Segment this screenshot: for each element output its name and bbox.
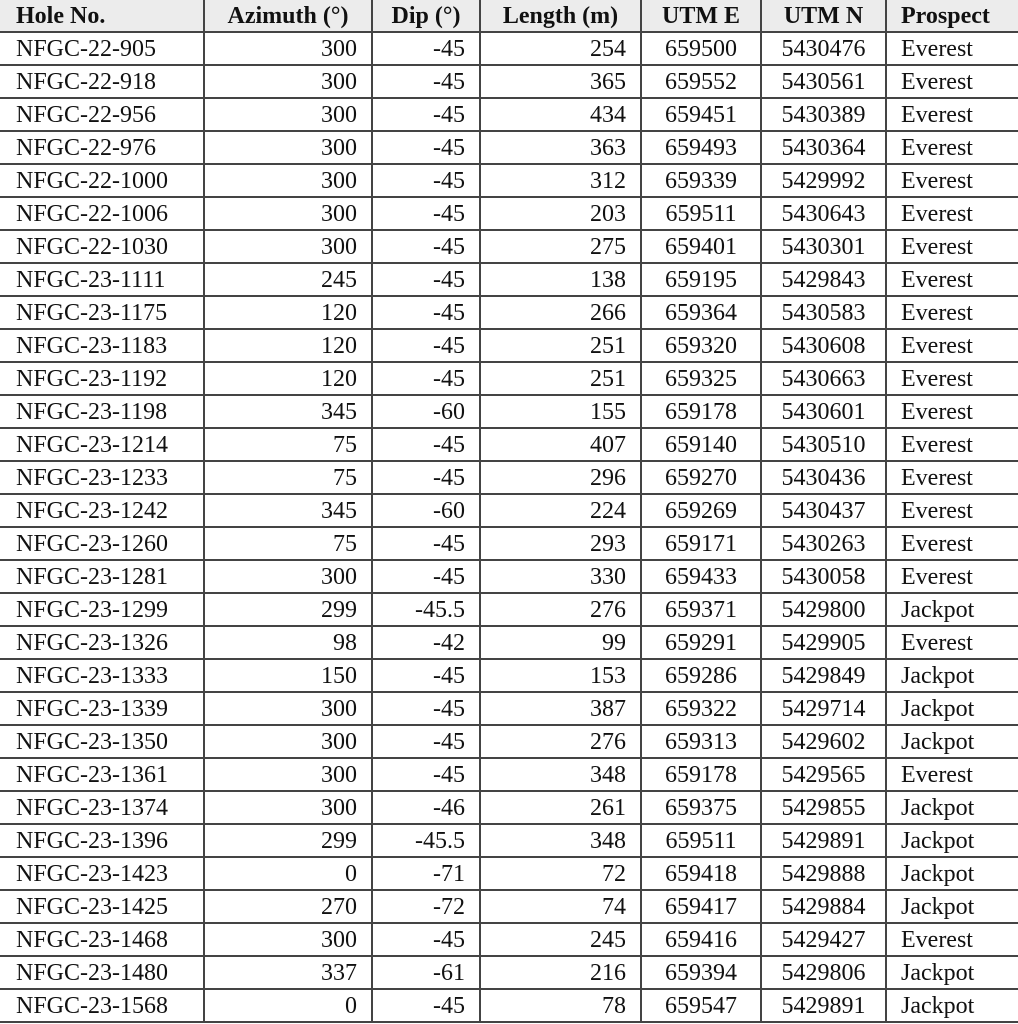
cell-length: 138 — [480, 263, 641, 296]
header-utm-n: UTM N — [761, 0, 886, 32]
cell-utm-n: 5430389 — [761, 98, 886, 131]
cell-prospect: Everest — [886, 197, 1018, 230]
cell-dip: -72 — [372, 890, 480, 923]
cell-prospect: Everest — [886, 923, 1018, 956]
cell-utm-n: 5429849 — [761, 659, 886, 692]
cell-length: 99 — [480, 626, 641, 659]
cell-utm-e: 659313 — [641, 725, 761, 758]
cell-azimuth: 345 — [204, 494, 372, 527]
cell-hole-no: NFGC-23-1299 — [0, 593, 204, 626]
cell-hole-no: NFGC-23-1425 — [0, 890, 204, 923]
table-row — [0, 494, 1018, 527]
cell-azimuth: 337 — [204, 956, 372, 989]
cell-dip: -45.5 — [372, 593, 480, 626]
cell-azimuth: 75 — [204, 527, 372, 560]
cell-dip: -45 — [372, 428, 480, 461]
cell-hole-no: NFGC-22-905 — [0, 32, 204, 65]
cell-utm-n: 5430663 — [761, 362, 886, 395]
cell-length: 153 — [480, 659, 641, 692]
header-prospect: Prospect — [886, 0, 1018, 32]
cell-length: 251 — [480, 362, 641, 395]
cell-azimuth: 300 — [204, 32, 372, 65]
cell-prospect: Everest — [886, 65, 1018, 98]
header-azimuth: Azimuth (°) — [204, 0, 372, 32]
cell-utm-e: 659140 — [641, 428, 761, 461]
cell-hole-no: NFGC-23-1350 — [0, 725, 204, 758]
cell-azimuth: 299 — [204, 593, 372, 626]
cell-utm-e: 659320 — [641, 329, 761, 362]
cell-azimuth: 300 — [204, 791, 372, 824]
table-row — [0, 857, 1018, 890]
cell-length: 387 — [480, 692, 641, 725]
header-hole-no: Hole No. — [0, 0, 204, 32]
cell-utm-e: 659322 — [641, 692, 761, 725]
table-row — [0, 593, 1018, 626]
cell-dip: -42 — [372, 626, 480, 659]
cell-hole-no: NFGC-22-918 — [0, 65, 204, 98]
cell-azimuth: 300 — [204, 230, 372, 263]
cell-hole-no: NFGC-23-1339 — [0, 692, 204, 725]
cell-dip: -61 — [372, 956, 480, 989]
table-row — [0, 32, 1018, 65]
cell-utm-n: 5430436 — [761, 461, 886, 494]
cell-azimuth: 300 — [204, 164, 372, 197]
cell-prospect: Jackpot — [886, 824, 1018, 857]
cell-utm-e: 659511 — [641, 824, 761, 857]
cell-dip: -45 — [372, 329, 480, 362]
header-dip: Dip (°) — [372, 0, 480, 32]
cell-dip: -45 — [372, 131, 480, 164]
cell-dip: -45 — [372, 659, 480, 692]
cell-utm-n: 5429992 — [761, 164, 886, 197]
cell-prospect: Everest — [886, 395, 1018, 428]
cell-prospect: Everest — [886, 296, 1018, 329]
cell-hole-no: NFGC-23-1183 — [0, 329, 204, 362]
cell-utm-n: 5430437 — [761, 494, 886, 527]
cell-prospect: Jackpot — [886, 857, 1018, 890]
cell-prospect: Everest — [886, 230, 1018, 263]
cell-azimuth: 299 — [204, 824, 372, 857]
cell-azimuth: 300 — [204, 197, 372, 230]
cell-utm-e: 659178 — [641, 395, 761, 428]
cell-prospect: Jackpot — [886, 956, 1018, 989]
table-row — [0, 362, 1018, 395]
cell-dip: -45 — [372, 923, 480, 956]
cell-hole-no: NFGC-22-1000 — [0, 164, 204, 197]
table-row — [0, 263, 1018, 296]
cell-azimuth: 300 — [204, 692, 372, 725]
cell-utm-e: 659401 — [641, 230, 761, 263]
cell-utm-n: 5430510 — [761, 428, 886, 461]
table-row — [0, 725, 1018, 758]
cell-length: 78 — [480, 989, 641, 1022]
cell-utm-e: 659291 — [641, 626, 761, 659]
cell-prospect: Everest — [886, 626, 1018, 659]
cell-length: 276 — [480, 725, 641, 758]
cell-azimuth: 300 — [204, 560, 372, 593]
cell-utm-n: 5429843 — [761, 263, 886, 296]
cell-length: 293 — [480, 527, 641, 560]
cell-azimuth: 345 — [204, 395, 372, 428]
cell-length: 275 — [480, 230, 641, 263]
table-row — [0, 461, 1018, 494]
cell-utm-e: 659394 — [641, 956, 761, 989]
cell-length: 348 — [480, 758, 641, 791]
cell-utm-n: 5429714 — [761, 692, 886, 725]
cell-length: 74 — [480, 890, 641, 923]
cell-azimuth: 300 — [204, 725, 372, 758]
cell-utm-e: 659195 — [641, 263, 761, 296]
cell-utm-n: 5430301 — [761, 230, 886, 263]
cell-hole-no: NFGC-23-1233 — [0, 461, 204, 494]
cell-utm-e: 659375 — [641, 791, 761, 824]
cell-prospect: Everest — [886, 329, 1018, 362]
cell-prospect: Jackpot — [886, 890, 1018, 923]
table-header — [0, 0, 1018, 32]
table-row — [0, 329, 1018, 362]
cell-azimuth: 150 — [204, 659, 372, 692]
cell-dip: -45 — [372, 296, 480, 329]
cell-utm-n: 5429602 — [761, 725, 886, 758]
cell-dip: -45 — [372, 32, 480, 65]
cell-dip: -45 — [372, 98, 480, 131]
cell-dip: -45.5 — [372, 824, 480, 857]
cell-prospect: Everest — [886, 494, 1018, 527]
table-row — [0, 296, 1018, 329]
cell-hole-no: NFGC-23-1333 — [0, 659, 204, 692]
table-row — [0, 626, 1018, 659]
cell-hole-no: NFGC-23-1242 — [0, 494, 204, 527]
cell-utm-e: 659417 — [641, 890, 761, 923]
cell-prospect: Everest — [886, 428, 1018, 461]
cell-dip: -45 — [372, 989, 480, 1022]
cell-utm-n: 5429806 — [761, 956, 886, 989]
cell-dip: -45 — [372, 692, 480, 725]
table-row — [0, 890, 1018, 923]
cell-hole-no: NFGC-22-976 — [0, 131, 204, 164]
table-row — [0, 428, 1018, 461]
table-row — [0, 560, 1018, 593]
table-row — [0, 395, 1018, 428]
cell-hole-no: NFGC-23-1260 — [0, 527, 204, 560]
cell-utm-n: 5430643 — [761, 197, 886, 230]
cell-utm-n: 5429855 — [761, 791, 886, 824]
table-row — [0, 824, 1018, 857]
cell-dip: -45 — [372, 263, 480, 296]
cell-dip: -60 — [372, 494, 480, 527]
cell-utm-e: 659493 — [641, 131, 761, 164]
cell-utm-e: 659364 — [641, 296, 761, 329]
cell-utm-n: 5429427 — [761, 923, 886, 956]
cell-prospect: Jackpot — [886, 725, 1018, 758]
cell-dip: -45 — [372, 65, 480, 98]
cell-length: 251 — [480, 329, 641, 362]
cell-utm-e: 659286 — [641, 659, 761, 692]
cell-utm-e: 659547 — [641, 989, 761, 1022]
cell-length: 434 — [480, 98, 641, 131]
table-body — [0, 32, 1018, 1022]
cell-utm-n: 5430058 — [761, 560, 886, 593]
cell-azimuth: 120 — [204, 362, 372, 395]
cell-hole-no: NFGC-22-956 — [0, 98, 204, 131]
cell-hole-no: NFGC-23-1374 — [0, 791, 204, 824]
cell-dip: -45 — [372, 461, 480, 494]
cell-length: 72 — [480, 857, 641, 890]
cell-azimuth: 98 — [204, 626, 372, 659]
table-row — [0, 692, 1018, 725]
cell-dip: -46 — [372, 791, 480, 824]
cell-utm-n: 5429888 — [761, 857, 886, 890]
table-row — [0, 527, 1018, 560]
cell-length: 407 — [480, 428, 641, 461]
cell-utm-n: 5430364 — [761, 131, 886, 164]
table-row — [0, 197, 1018, 230]
table-row — [0, 956, 1018, 989]
cell-prospect: Everest — [886, 164, 1018, 197]
cell-utm-e: 659500 — [641, 32, 761, 65]
cell-dip: -45 — [372, 758, 480, 791]
table-row — [0, 923, 1018, 956]
cell-hole-no: NFGC-23-1281 — [0, 560, 204, 593]
cell-prospect: Everest — [886, 527, 1018, 560]
cell-utm-n: 5429905 — [761, 626, 886, 659]
cell-dip: -45 — [372, 197, 480, 230]
cell-dip: -45 — [372, 230, 480, 263]
table-row — [0, 98, 1018, 131]
cell-utm-e: 659178 — [641, 758, 761, 791]
cell-utm-n: 5430476 — [761, 32, 886, 65]
cell-utm-e: 659269 — [641, 494, 761, 527]
cell-utm-n: 5429565 — [761, 758, 886, 791]
cell-length: 224 — [480, 494, 641, 527]
cell-utm-e: 659511 — [641, 197, 761, 230]
cell-utm-e: 659451 — [641, 98, 761, 131]
cell-hole-no: NFGC-23-1214 — [0, 428, 204, 461]
cell-length: 330 — [480, 560, 641, 593]
cell-utm-e: 659416 — [641, 923, 761, 956]
cell-hole-no: NFGC-23-1568 — [0, 989, 204, 1022]
cell-azimuth: 75 — [204, 428, 372, 461]
table-row — [0, 989, 1018, 1022]
cell-azimuth: 300 — [204, 758, 372, 791]
cell-dip: -45 — [372, 725, 480, 758]
table-row — [0, 131, 1018, 164]
cell-hole-no: NFGC-23-1361 — [0, 758, 204, 791]
cell-azimuth: 300 — [204, 923, 372, 956]
cell-length: 261 — [480, 791, 641, 824]
cell-utm-e: 659171 — [641, 527, 761, 560]
cell-utm-e: 659325 — [641, 362, 761, 395]
cell-utm-e: 659371 — [641, 593, 761, 626]
cell-prospect: Jackpot — [886, 791, 1018, 824]
cell-length: 203 — [480, 197, 641, 230]
cell-hole-no: NFGC-23-1111 — [0, 263, 204, 296]
cell-utm-n: 5429891 — [761, 824, 886, 857]
cell-utm-e: 659552 — [641, 65, 761, 98]
cell-hole-no: NFGC-23-1326 — [0, 626, 204, 659]
cell-prospect: Everest — [886, 98, 1018, 131]
cell-length: 155 — [480, 395, 641, 428]
cell-length: 363 — [480, 131, 641, 164]
cell-length: 348 — [480, 824, 641, 857]
cell-length: 245 — [480, 923, 641, 956]
cell-dip: -45 — [372, 362, 480, 395]
cell-length: 266 — [480, 296, 641, 329]
cell-prospect: Everest — [886, 560, 1018, 593]
cell-prospect: Jackpot — [886, 989, 1018, 1022]
cell-azimuth: 0 — [204, 989, 372, 1022]
cell-length: 216 — [480, 956, 641, 989]
cell-azimuth: 245 — [204, 263, 372, 296]
table-row — [0, 659, 1018, 692]
cell-azimuth: 300 — [204, 65, 372, 98]
cell-prospect: Everest — [886, 263, 1018, 296]
cell-hole-no: NFGC-23-1175 — [0, 296, 204, 329]
cell-prospect: Everest — [886, 32, 1018, 65]
cell-azimuth: 270 — [204, 890, 372, 923]
cell-length: 296 — [480, 461, 641, 494]
cell-length: 276 — [480, 593, 641, 626]
cell-utm-n: 5429800 — [761, 593, 886, 626]
cell-dip: -71 — [372, 857, 480, 890]
cell-hole-no: NFGC-23-1480 — [0, 956, 204, 989]
cell-hole-no: NFGC-23-1198 — [0, 395, 204, 428]
cell-prospect: Everest — [886, 131, 1018, 164]
cell-dip: -60 — [372, 395, 480, 428]
header-length: Length (m) — [480, 0, 641, 32]
header-utm-e: UTM E — [641, 0, 761, 32]
cell-dip: -45 — [372, 560, 480, 593]
table-row — [0, 65, 1018, 98]
cell-utm-e: 659270 — [641, 461, 761, 494]
cell-length: 254 — [480, 32, 641, 65]
cell-hole-no: NFGC-22-1006 — [0, 197, 204, 230]
cell-dip: -45 — [372, 164, 480, 197]
cell-azimuth: 120 — [204, 329, 372, 362]
table-row — [0, 230, 1018, 263]
cell-utm-n: 5430263 — [761, 527, 886, 560]
cell-prospect: Everest — [886, 758, 1018, 791]
cell-length: 312 — [480, 164, 641, 197]
cell-azimuth: 0 — [204, 857, 372, 890]
cell-hole-no: NFGC-23-1192 — [0, 362, 204, 395]
cell-utm-e: 659433 — [641, 560, 761, 593]
cell-utm-e: 659418 — [641, 857, 761, 890]
table-row — [0, 791, 1018, 824]
cell-utm-n: 5429891 — [761, 989, 886, 1022]
cell-utm-n: 5430583 — [761, 296, 886, 329]
cell-prospect: Jackpot — [886, 692, 1018, 725]
cell-hole-no: NFGC-22-1030 — [0, 230, 204, 263]
cell-utm-n: 5429884 — [761, 890, 886, 923]
cell-hole-no: NFGC-23-1396 — [0, 824, 204, 857]
cell-azimuth: 300 — [204, 98, 372, 131]
table-row — [0, 758, 1018, 791]
cell-prospect: Jackpot — [886, 593, 1018, 626]
cell-prospect: Everest — [886, 362, 1018, 395]
cell-utm-n: 5430601 — [761, 395, 886, 428]
cell-hole-no: NFGC-23-1423 — [0, 857, 204, 890]
table-row — [0, 164, 1018, 197]
cell-length: 365 — [480, 65, 641, 98]
cell-hole-no: NFGC-23-1468 — [0, 923, 204, 956]
cell-utm-e: 659339 — [641, 164, 761, 197]
header-row — [0, 0, 1018, 32]
cell-prospect: Everest — [886, 461, 1018, 494]
cell-utm-n: 5430608 — [761, 329, 886, 362]
cell-azimuth: 75 — [204, 461, 372, 494]
cell-prospect: Jackpot — [886, 659, 1018, 692]
cell-dip: -45 — [372, 527, 480, 560]
cell-azimuth: 120 — [204, 296, 372, 329]
cell-azimuth: 300 — [204, 131, 372, 164]
cell-utm-n: 5430561 — [761, 65, 886, 98]
